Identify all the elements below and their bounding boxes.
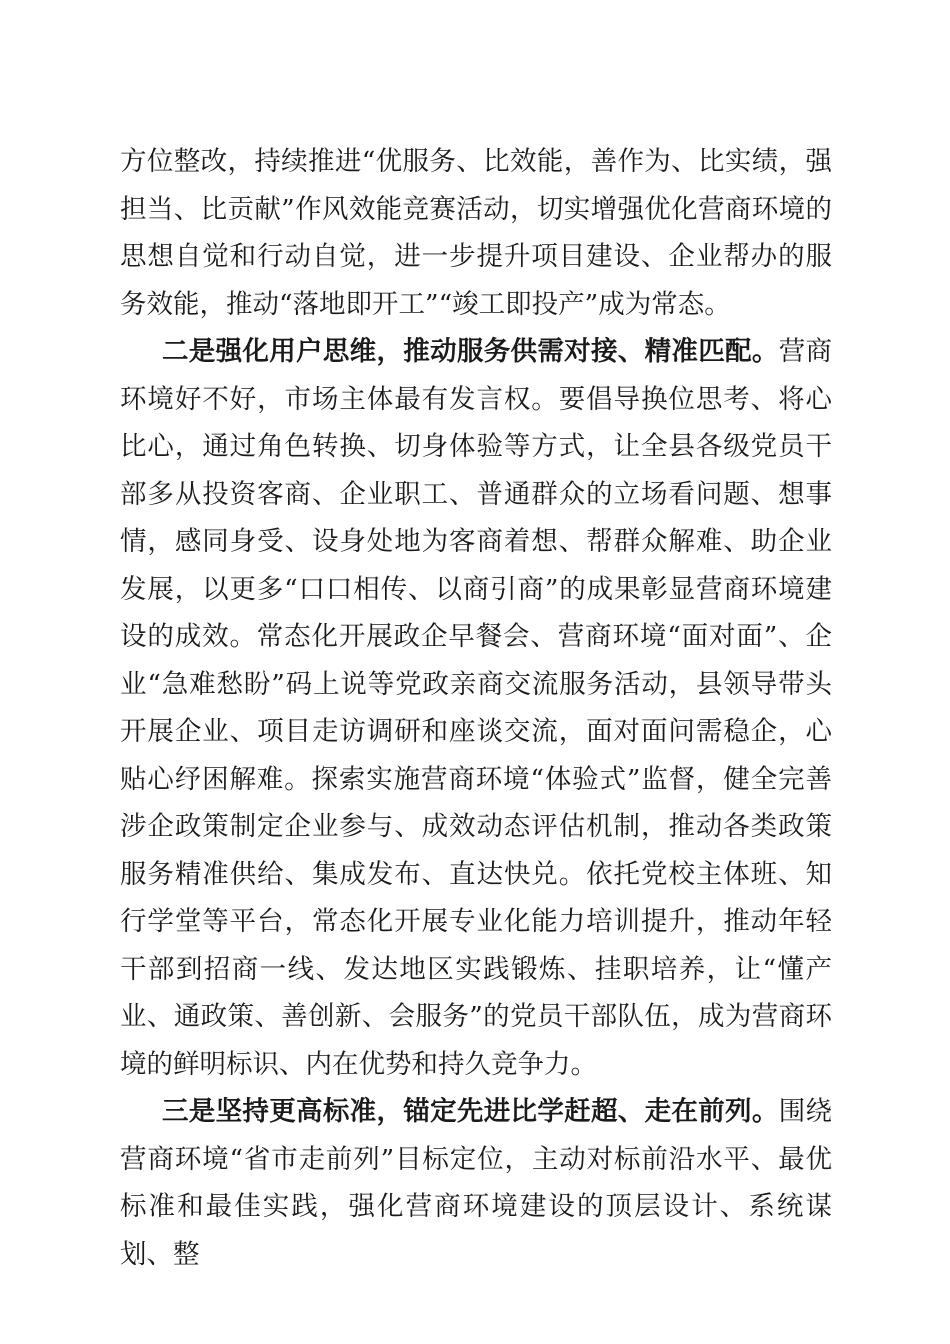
document-body (120, 138, 832, 1278)
paragraph-2 (120, 328, 832, 1088)
paragraph-2-lead: 二是强化用户思维，推动服务供需对接、精准匹配。 (162, 336, 779, 367)
paragraph-3 (120, 1088, 832, 1278)
paragraph-2-body: 营商环境好不好，市场主体最有发言权。要倡导换位思考、将心比心，通过角色转换、切身体验等方式，让全县各级党员干部多从投资客商、企业职工、普通群众的立场看问题、想事情，感同身受、设身处地为客商着想、帮群众解难、助企业发展，以更多“口口相传、以商引商”的成果彰显营商环境建设的成效。常态化开展政企早餐会、营商环境“面对面”、企业“急难愁盼”码上说等党政亲商交流服务活动，县领导带头开展企业、项目走访调研和座谈交流，面对面问需稳企，心贴心纾困解难。探索实施营商环境“体验式”监督，健全完善涉企政策制定企业参与、成效动态评估机制，推动各类政策服务精准供给、集成发布、直达快兑。依托党校主体班、知行学堂等平台，常态化开展专业化能力培训提升，推动年轻干部到招商一线、发达地区实践锻炼、挂职培养，让“懂产业、通政策、善创新、会服务”的党员干部队伍，成为营商环境的鲜明标识、内在优势和持久竞争力。 (120, 336, 832, 1080)
paragraph-3-body: 围绕营商环境“省市走前列”目标定位，主动对标前沿水平、最优标准和最佳实践，强化营商环境建设的顶层设计、系统谋划、整 (120, 1096, 832, 1270)
paragraph-1-body: 方位整改，持续推进“优服务、比效能，善作为、比实绩，强担当、比贡献”作风效能竞赛活动，切实增强优化营商环境的思想自觉和行动自觉，进一步提升项目建设、企业帮办的服务效能，推动“落地即开工”“竣工即投产”成为常态。 (120, 146, 832, 320)
paragraph-3-lead: 三是坚持更高标准，锚定先进比学赶超、走在前列。 (162, 1096, 779, 1127)
paragraph-1 (120, 138, 832, 328)
